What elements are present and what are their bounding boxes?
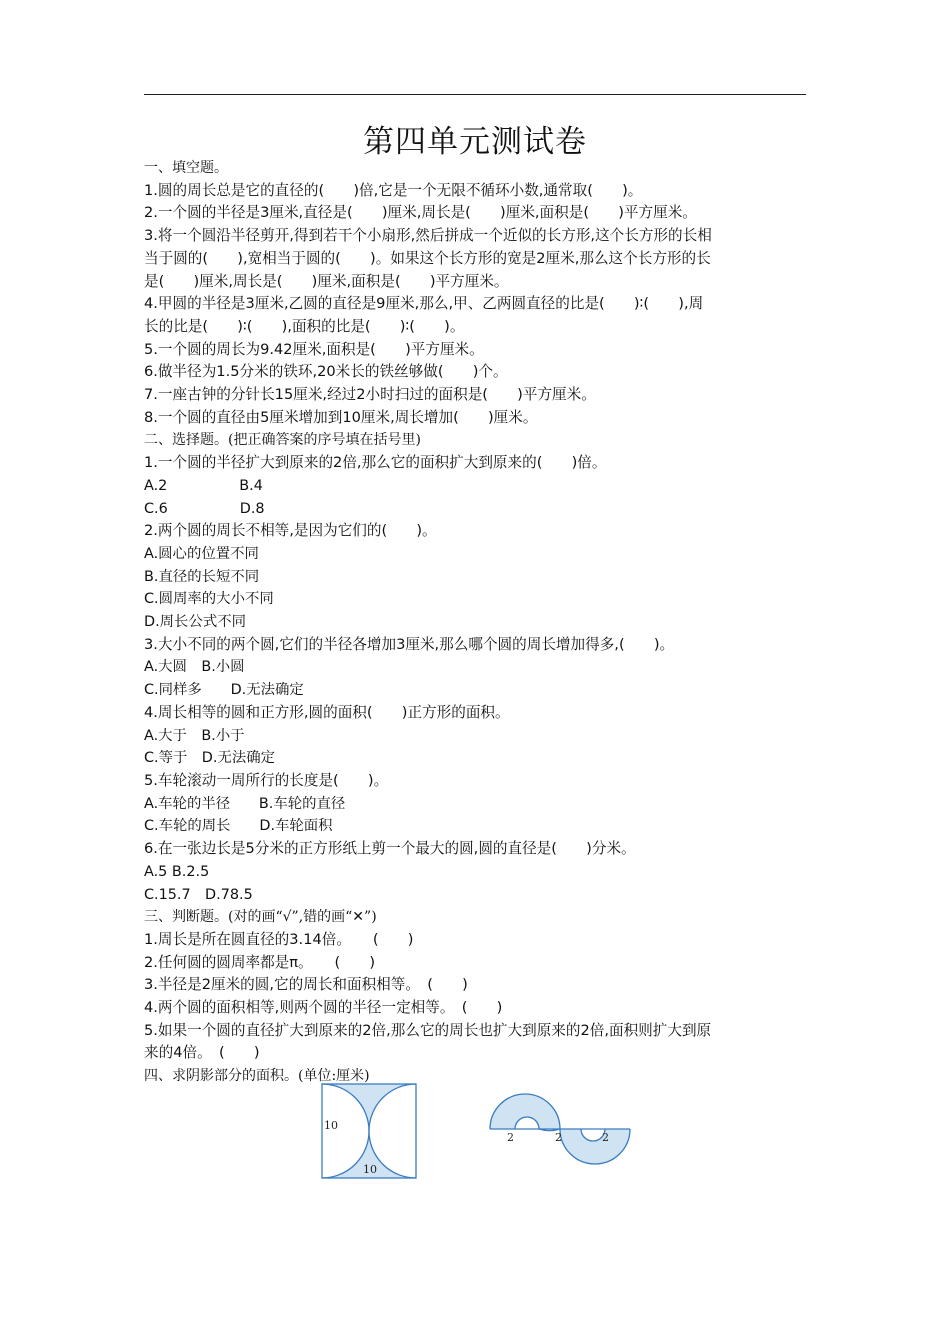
option-line: A.5 B.2.5 bbox=[144, 863, 210, 880]
option-line: A.大圆 B.小圆 bbox=[144, 659, 245, 676]
section-heading: 四、求阴影部分的面积。(单位:厘米) bbox=[144, 1068, 370, 1085]
question-line: 4.两个圆的面积相等,则两个圆的半径一定相等。 ( ) bbox=[144, 999, 503, 1017]
question-line: 1.周长是所在圆直径的3.14倍。 ( ) bbox=[144, 930, 414, 948]
option-line: C.6 D.8 bbox=[144, 500, 265, 517]
question-line: 5.车轮滚动一周所行的长度是( )。 bbox=[144, 771, 389, 789]
question-line: 2.两个圆的周长不相等,是因为它们的( )。 bbox=[144, 522, 437, 540]
section-heading: 三、判断题。(对的画“√”,错的画“✕”) bbox=[144, 909, 377, 926]
question-line: 6.做半径为1.5分米的铁环,20米长的铁丝够做( )个。 bbox=[144, 363, 508, 381]
section-heading: 二、选择题。(把正确答案的序号填在括号里) bbox=[144, 432, 421, 449]
question-line: 5.如果一个圆的直径扩大到原来的2倍,那么它的周长也扩大到原来的2倍,面积则扩大到原 bbox=[144, 1021, 712, 1039]
question-line: 3.半径是2厘米的圆,它的周长和面积相等。 ( ) bbox=[144, 976, 468, 994]
option-line: C.15.7 D.78.5 bbox=[144, 886, 253, 903]
option-line: C.圆周率的大小不同 bbox=[144, 591, 274, 608]
question-line: 是( )厘米,周长是( )厘米,面积是( )平方厘米。 bbox=[144, 272, 509, 290]
figure-s-shape bbox=[485, 1080, 635, 1180]
question-line: 6.在一张边长是5分米的正方形纸上剪一个最大的圆,圆的直径是( )分米。 bbox=[144, 840, 636, 858]
bottom-length-label: 10 bbox=[363, 1163, 377, 1176]
question-line: 7.一座古钟的分针长15厘米,经过2小时扫过的面积是( )平方厘米。 bbox=[144, 386, 596, 404]
question-line: 3.大小不同的两个圆,它们的半径各增加3厘米,那么哪个圆的周长增加得多,( )。 bbox=[144, 635, 675, 653]
question-line: 2.一个圆的半径是3厘米,直径是( )厘米,周长是( )厘米,面积是( )平方厘米。 bbox=[144, 204, 697, 222]
section-heading: 一、填空题。 bbox=[144, 160, 228, 176]
question-line: 长的比是( )∶( ),面积的比是( )∶( )。 bbox=[144, 317, 465, 335]
question-line: 4.甲圆的半径是3厘米,乙圆的直径是9厘米,那么,甲、乙两圆直径的比是( )∶( ),周 bbox=[144, 295, 704, 313]
question-line: 3.将一个圆沿半径剪开,得到若干个小扇形,然后拼成一个近似的长方形,这个长方形的长相 bbox=[144, 227, 712, 245]
question-line: 1.一个圆的半径扩大到原来的2倍,那么它的面积扩大到原来的( )倍。 bbox=[144, 454, 607, 472]
option-line: A.车轮的半径 B.车轮的直径 bbox=[144, 795, 346, 812]
option-line: A.圆心的位置不同 bbox=[144, 545, 259, 562]
figure-square-arcs bbox=[316, 1081, 420, 1181]
question-line: 4.周长相等的圆和正方形,圆的面积( )正方形的面积。 bbox=[144, 703, 510, 721]
side-length-label: 10 bbox=[324, 1119, 338, 1132]
option-line: A.2 B.4 bbox=[144, 477, 263, 494]
question-line: 1.圆的周长总是它的直径的( )倍,它是一个无限不循环小数,通常取( )。 bbox=[144, 181, 643, 199]
question-line: 来的4倍。 ( ) bbox=[144, 1044, 260, 1062]
question-line: 5.一个圆的周长为9.42厘米,面积是( )平方厘米。 bbox=[144, 340, 484, 358]
option-line: C.等于 D.无法确定 bbox=[144, 750, 276, 767]
option-line: D.周长公式不同 bbox=[144, 614, 246, 631]
page-title: 第四单元测试卷 bbox=[363, 124, 587, 160]
question-line: 2.任何圆的圆周率都是π。 ( ) bbox=[144, 953, 376, 971]
option-line: C.同样多 D.无法确定 bbox=[144, 682, 304, 699]
segment-label-2: 2 bbox=[555, 1131, 562, 1144]
option-line: B.直径的长短不同 bbox=[144, 568, 260, 585]
segment-label-1: 2 bbox=[507, 1131, 514, 1144]
question-line: 8.一个圆的直径由5厘米增加到10厘米,周长增加( )厘米。 bbox=[144, 408, 538, 426]
top-rule bbox=[144, 94, 806, 95]
option-line: A.大于 B.小于 bbox=[144, 727, 245, 744]
segment-label-3: 2 bbox=[602, 1131, 609, 1144]
option-line: C.车轮的周长 D.车轮面积 bbox=[144, 818, 333, 835]
test-content bbox=[144, 157, 808, 1088]
question-line: 当于圆的( ),宽相当于圆的( )。如果这个长方形的宽是2厘米,那么这个长方形的长 bbox=[144, 249, 711, 267]
